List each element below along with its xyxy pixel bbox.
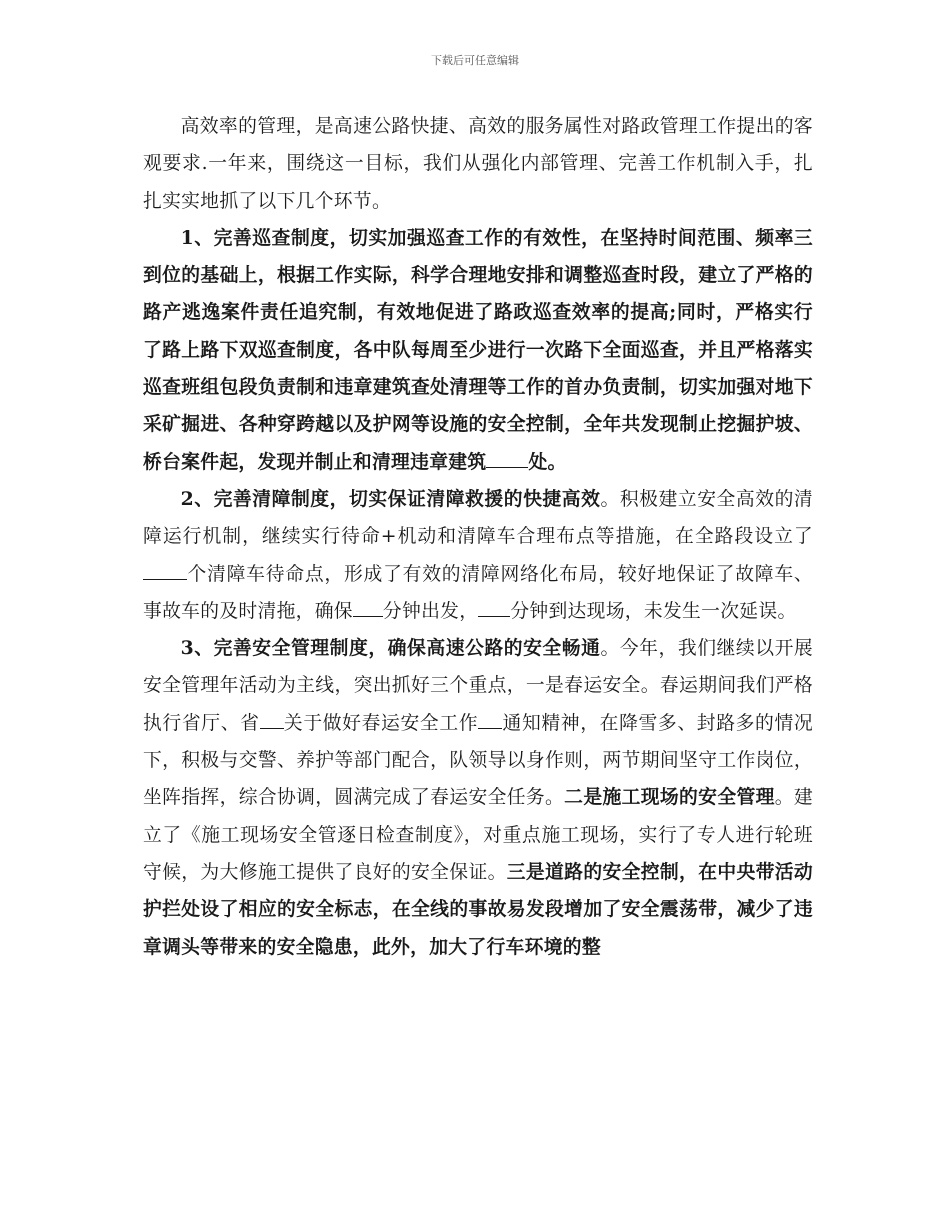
- clearance-heading: 2、完善清障制度，切实保证清障救援的快捷高效: [180, 487, 601, 510]
- blank-line: [260, 708, 284, 729]
- blank-line: [478, 596, 510, 617]
- safety-heading: 3、完善安全管理制度，确保高速公路的安全畅通: [180, 637, 601, 660]
- safety-text: 。今年，我们继续以开展安全管理年活动为主线，突出抓好三个重点，一是春运安全。春运期间我们严格执行省厅、省: [143, 638, 813, 734]
- patrol-text: 1、完善巡查制度，切实加强巡查工作的有效性，在坚持时间范围、频率三到位的基础上，根据工作实际，科学合理地安排和调整巡查时段，建立了严格的路产逃逸案件责任追究制，有效地促进了路政巡查效率的提高;同时，严格实行了路上路下双巡查制度，各中队每周至少进行一次路下全面巡查，并且严格落实巡查班组包段负责制和违章建筑查处清理等工作的首办负责制，切实加强对地下采矿掘进、各种穿跨越以及护网等设施的安全控制，全年共发现制止挖掘护坡、桥台案件起，发现并制止和清理违章建筑: [143, 226, 813, 473]
- blank-line: [478, 708, 502, 729]
- safety-point-3: 三是道路的安全控制，在中央带活动护拦处设了相应的安全标志，在全线的事故易发段增加了安全震荡带，减少了违章调头等带来的安全隐患，此外，加大了行车环境的整: [143, 860, 813, 958]
- safety-text-3: 通知精神，在降雪多、封路多的情况下，积极与交警、养护等部门配合，队领导以身作则，两节期间坚守工作岗位，坐阵指挥，综合协调，圆满完成了春运安全任务。: [143, 712, 813, 809]
- blank-line: [353, 596, 383, 617]
- safety-text-4: 。建立了《施工现场安全管逐日检查制度》，对重点施工现场，实行了专人进行轮班守候，为大修施工提供了良好的安全保证。: [143, 787, 813, 883]
- paragraph-safety: [143, 630, 813, 966]
- download-note: 下载后可任意编辑: [431, 54, 519, 67]
- paragraph-patrol: [143, 220, 813, 481]
- intro-text: 高效率的管理，是高速公路快捷、高效的服务属性对路政管理工作提出的客观要求.一年来，围绕这一目标，我们从强化内部管理、完善工作机制入手，扎扎实实地抓了以下几个环节。: [143, 116, 813, 212]
- patrol-text-end: 处。: [528, 450, 567, 473]
- document-body: [143, 108, 813, 966]
- clearance-text-3: 分钟出发，: [382, 600, 479, 622]
- clearance-text-2: 个清障车待命点，形成了有效的清障网络化布局，较好地保证了故障车、事故车的及时清拖，确保: [143, 563, 813, 622]
- paragraph-clearance: [143, 481, 813, 630]
- blank-line: [486, 447, 528, 468]
- safety-text-2: 关于做好春运安全工作: [283, 712, 479, 734]
- safety-point-2: 二是施工现场的安全管理: [564, 786, 775, 809]
- blank-line: [143, 559, 187, 580]
- paragraph-intro: [143, 108, 813, 220]
- clearance-text-4: 分钟到达现场，未发生一次延误。: [510, 600, 797, 622]
- clearance-text: 。积极建立安全高效的清障运行机制，继续实行待命+机动和清障车合理布点等措施，在全路段设立了: [143, 488, 813, 548]
